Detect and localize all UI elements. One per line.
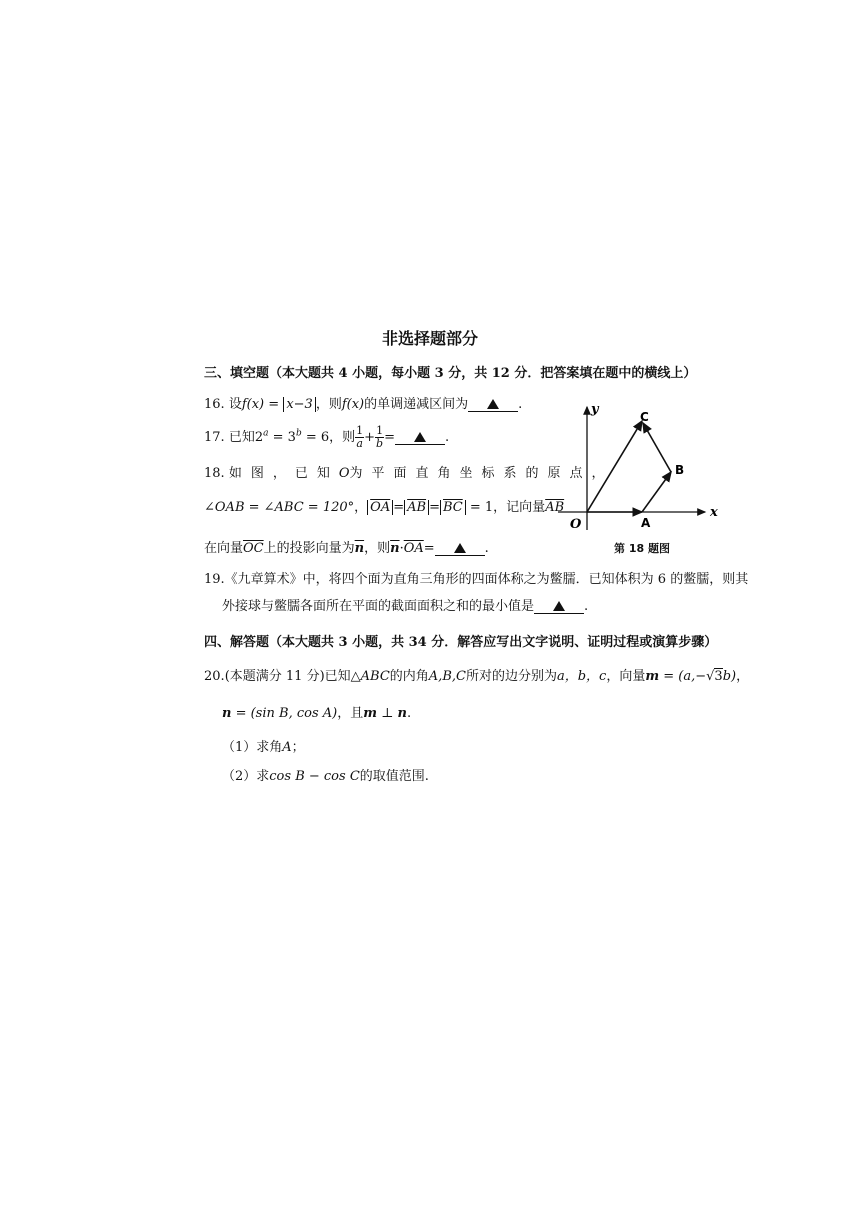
question-18-line2: ∠OAB = ∠ABC = 120°， $\overline{OA} = \overline{AB} = \overline{BC} = 1$，记向量$\overline{AB}$: [204, 500, 565, 515]
fraction-1-over-b: $\frac{1}{b}$: [376, 424, 384, 450]
question-18-line3: 在向量$\overline{OC}$上的投影向量为$\overline{n}$，则$\overline{n}\cdot\overline{OA}=$ .: [204, 541, 489, 556]
vector-BC: [643, 423, 671, 472]
question-20-sub1: （1）求角A；: [222, 740, 305, 755]
question-20-line2: n = (sin B, cos A)，且m ⊥ n.: [222, 706, 412, 721]
triangle-marker-icon: [454, 543, 466, 553]
question-16: 16. 设f(x) = x−3 ，则f(x)的单调递减区间为 .: [204, 397, 523, 412]
label-x: x: [710, 505, 718, 520]
question-17: 17. 已知$2^a = 3^b = 6$，则 $\frac{1}{a}$ + $\frac{1}{b}$ = .: [204, 424, 450, 450]
triangle-marker-icon: [414, 432, 426, 442]
question-19-line1: 19.《九章算术》中，将四个面为直角三角形的四面体称之为鳖臑．已知体积为 6 的鳖臑，则其: [204, 572, 749, 587]
part4-header: 四、解答题（本大题共 3 小题，共 34 分．解答应写出文字说明、证明过程或演算步骤）: [204, 635, 718, 650]
fraction-1-over-a: $\frac{1}{a}$: [356, 424, 364, 450]
triangle-marker-icon: [487, 399, 499, 409]
vector-AB: [642, 472, 671, 512]
label-A: A: [641, 516, 651, 530]
answer-blank: [435, 542, 485, 556]
label-y: y: [591, 402, 599, 417]
answer-blank: [395, 431, 445, 445]
label-C: C: [640, 410, 649, 424]
answer-blank: [468, 398, 518, 412]
label-B: B: [675, 463, 685, 477]
question-20-sub2: （2）求cos B − cos C的取值范围.: [222, 769, 429, 784]
label-O: O: [570, 517, 582, 532]
question-20-line1: 20.(本题满分 11 分)已知△ABC的内角A,B,C所对的边分别为a，b，c，向量m = (a,−√3b)，: [204, 669, 750, 684]
section-title: 非选择题部分: [381, 329, 478, 348]
answer-blank: [534, 600, 584, 614]
question-19-line2: 外接球与鳖臑各面所在平面的截面面积之和的最小值是 .: [222, 599, 589, 614]
part3-header: 三、填空题（本大题共 4 小题，每小题 3 分，共 12 分．把答案填在题中的横线上）: [204, 366, 697, 381]
triangle-marker-icon: [553, 601, 565, 611]
question-18-line1: 18. 如图，已知O为平面直角坐标系的原点，: [204, 466, 614, 481]
figure-18: [550, 395, 730, 535]
vector-OC: [587, 421, 642, 512]
figure-18-caption: 第 18 题图: [614, 542, 670, 555]
